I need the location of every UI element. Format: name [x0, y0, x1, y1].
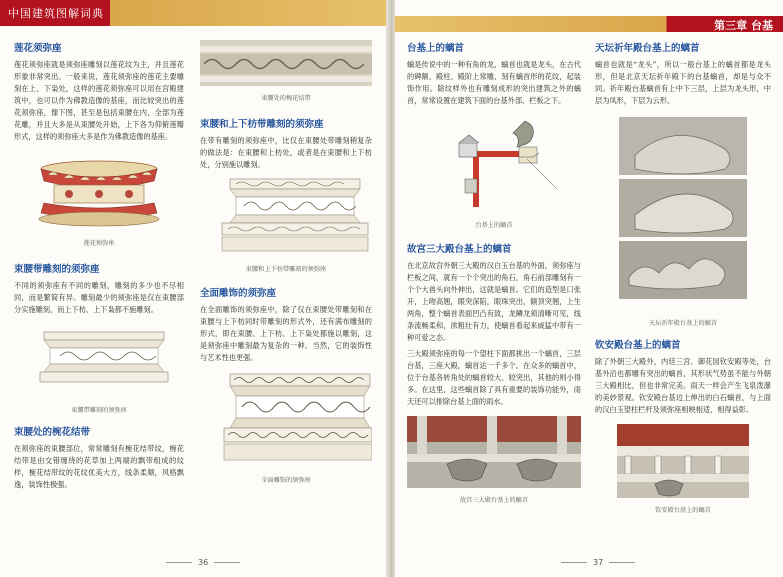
- waist-fang-illustration: [200, 177, 372, 257]
- page-number-left: 36: [160, 558, 246, 567]
- section-body-gugong-2: 三大殿须弥座的每一个望柱下面都挑出一个螭首，三层台基，三座大殿，螭首达一千多个。在众多的螭首中，位于台基各转角处的螭首较大、较突出，其他的则小得多。在这里，这些螭首除了具有重要的装饰功能外，雨天还可以排除台基上面的雨水。: [407, 349, 581, 406]
- page-number-right: 37: [555, 558, 641, 567]
- section-body-waist: 不同的须弥座有不同的雕刻，雕刻的多少也不尽相同，而是繁简有异。雕刻最少的须弥座是仅在束腰部分实施雕刻，而上下枋、上下枭都不施雕刻。: [14, 281, 184, 314]
- section-title-qinan: 钦安殿台基上的螭首: [595, 340, 681, 351]
- band-figure: [200, 40, 372, 102]
- right-page: [395, 0, 783, 577]
- chishou-figure: [407, 117, 581, 229]
- caption-waist-fang: 束腰和上下枋带雕刻的须弥座: [245, 266, 327, 273]
- chapter-title: 第三章 台基: [714, 19, 773, 32]
- caption-chishou: 台基上的螭首: [475, 222, 513, 229]
- full-carved-illustration: [200, 372, 372, 468]
- gugong-photo: [407, 416, 581, 488]
- tiantan-figure: [595, 115, 771, 327]
- full-figure: [200, 372, 372, 484]
- section-title-waist: 束腰带雕刻的须弥座: [14, 264, 100, 275]
- section-title-chishou: 台基上的螭首: [407, 43, 465, 54]
- qinan-figure: [595, 424, 771, 514]
- section-title-band: 束腰处的椀花结带: [14, 427, 91, 438]
- section-body-gugong-1: 在北京故宫外朝三大殿的汉白玉台基的外面，须弥座与栏板之间，就有一个个突出的角石，角石前部雕刻有一个个大兽头向外伸出，这就是螭首。它们的造型是口张开，上吻高翘，眼突深陷，眼珠突出，额顶突翘，上生两角，整个螭首表面凹凸有致，龙鳞龙须清晰可见，线条流畅柔和，浓粗壮有力，使螭首看起来威猛中带有一种可爱之态。: [407, 261, 581, 342]
- gugong-figure: [407, 416, 581, 504]
- tiantan-photos: [595, 115, 771, 311]
- caption-gugong: 故宫三大殿台基上的螭首: [459, 497, 529, 504]
- waist-figure: [14, 328, 184, 414]
- caption-lotus: 莲花须弥座: [83, 240, 115, 247]
- section-body-waist-fang: 在带有雕刻的须弥座中，比仅在束腰处带雕刻稍复杂的做法是：在束腰和上枋处，或者是在束腰和上下枋处，分别施以雕刻。: [200, 136, 372, 169]
- section-title-gugong: 故宫三大殿台基上的螭首: [407, 244, 512, 255]
- right-column-2: [595, 40, 771, 514]
- section-body-chishou: 螭是传说中的一种有角的龙，螭首也就是龙头，在古代的碑额、殿柱、殿阶上常雕、刻有螭首形的花纹，起装饰作用。除纹样外也有雕刻成形的突出建筑之外的螭首，常常设置在建筑下面的台基外部、栏板之下。: [407, 60, 581, 105]
- left-page: [0, 0, 388, 577]
- waist-base-illustration: [14, 328, 184, 398]
- section-title-full: 全面雕饰的须弥座: [200, 288, 277, 299]
- section-body-band: 在须弥座的束腰部位，常常雕刻有椀花结带纹，椀花结带是由交错缠绕的花草加上两端的飘带组成的纹样，椀花结带纹的花纹优美大方，线条柔顺，风格飘逸，装饰性极强。: [14, 444, 184, 489]
- qinan-photo: [595, 424, 771, 498]
- section-body-full: 在全面雕饰的须弥座中，除了仅在束腰处带雕刻和在束腰与上下枋同时带雕刻的形式外，还有满布雕刻的形式，即在束腰、上下枋、上下枭处都施以雕刻，这是须弥座中雕刻最为复杂的一种。当然，它的装饰性与艺术性也更强。: [200, 305, 372, 362]
- section-title-lotus: 莲花须弥座: [14, 43, 62, 54]
- right-column-1: [407, 40, 581, 504]
- band-photo-illustration: [200, 40, 372, 86]
- lotus-base-illustration: [14, 151, 184, 231]
- left-column-2: [200, 40, 372, 484]
- section-body-lotus: 莲花须弥座就是须弥座雕刻以莲花纹为主，并且莲花形象非常突出。一般来说，莲花须弥座的莲花主要雕刻在上、下枭处，这样的莲花须弥座可以用在宫殿建筑中，也可以作为佛教造像的基座，而比较突出的莲花须弥座，像下图，甚至是包括束腰在内，全部为莲花雕，并且大多是从束腰处开始，上下各为仰俯莲瓣形式，这样的须弥座大多是作为佛教造像的基座。: [14, 60, 184, 141]
- caption-waist: 束腰带雕刻的须弥座: [71, 407, 127, 414]
- caption-qinan: 钦安殿台基上的螭首: [655, 507, 711, 514]
- left-column-1: [14, 40, 184, 491]
- caption-tiantan: 天坛祈年殿台基上的螭首: [648, 320, 718, 327]
- section-title-waist-fang: 束腰和上下枋带雕刻的须弥座: [200, 119, 324, 130]
- lotus-figure: [14, 151, 184, 247]
- waist-fang-figure: [200, 177, 372, 273]
- left-header-band: [0, 0, 388, 26]
- right-header-band: [395, 16, 783, 32]
- section-body-qinan: 除了外朝三大殿外，内廷三宫、御花园钦安殿等处，台基外沿也都雕有突出的螭首，其形状气势虽不能与外朝三大殿相比，但也非常完美。雨天一样会产生飞泉泼瀑的美妙景观。钦安殿台基边上伸出的白石螭首，与上面的汉白玉望柱栏杆及须弥座相映相适，相得益彰。: [595, 357, 771, 414]
- caption-band: 束腰处的椀花结带: [261, 95, 311, 102]
- section-body-tiantan: 螭首也就是“龙头”，所以一般台基上的螭首都是龙头形，但是北京天坛祈年殿下的台基螭首，却是与众不同。祈年殿台基螭首有上中下三层，上层为龙头形，中层为凤形，下层为云形。: [595, 60, 771, 105]
- chishou-illustration: [407, 117, 581, 213]
- section-title-tiantan: 天坛祈年殿台基上的螭首: [595, 43, 700, 54]
- book-title: 中国建筑图解词典: [8, 7, 104, 20]
- caption-full: 全面雕饰的须弥座: [261, 477, 311, 484]
